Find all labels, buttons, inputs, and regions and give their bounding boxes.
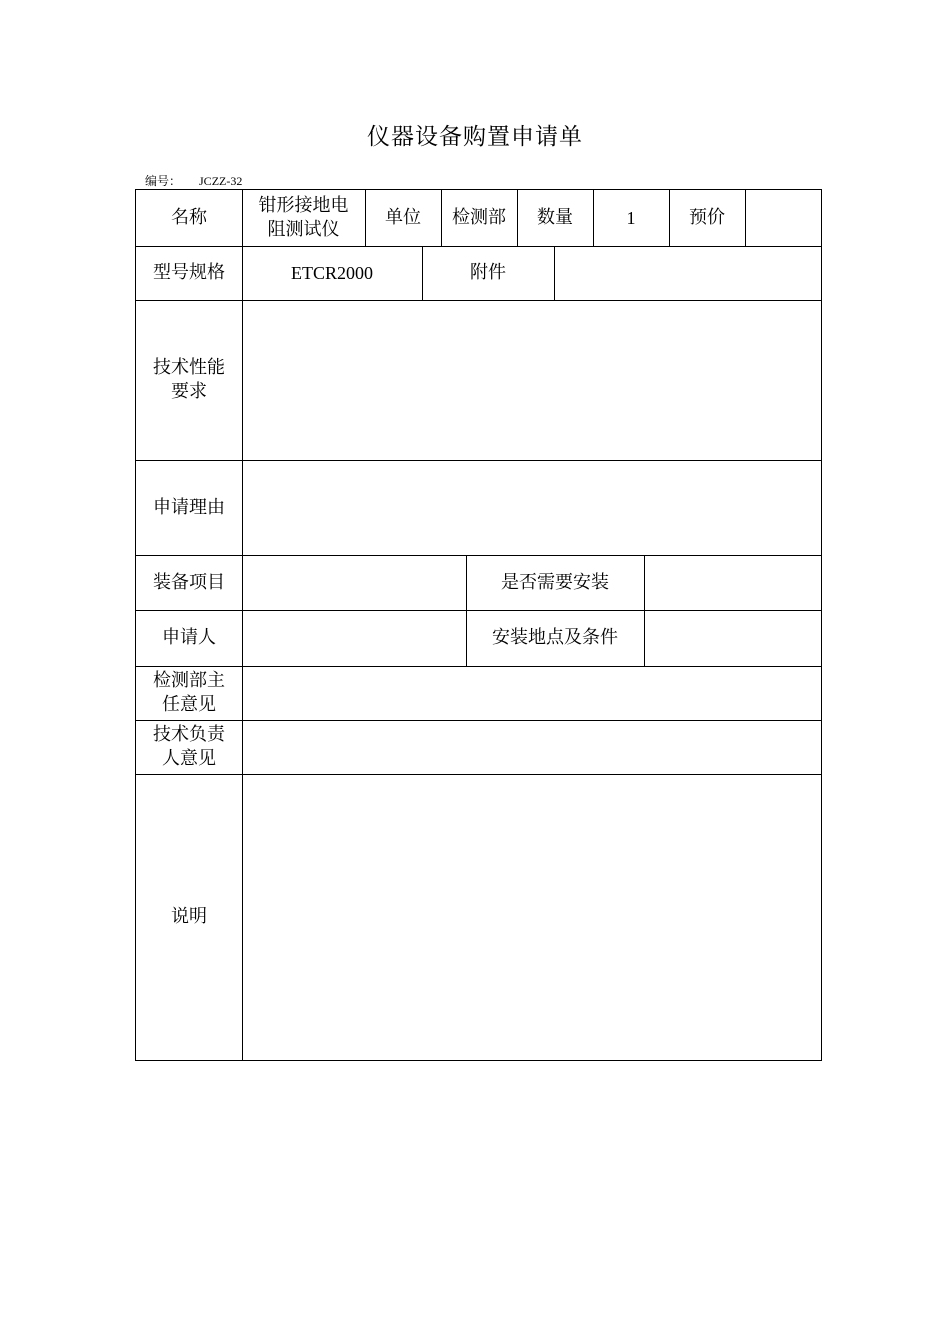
form-code-label: 编号： (145, 174, 182, 188)
dept-head-opinion-label-line-2: 任意见 (162, 694, 216, 715)
dept-head-opinion-label (136, 666, 242, 720)
accessory-label: 附件 (470, 262, 506, 283)
application-form-table (135, 189, 822, 1061)
install-location-value[interactable] (644, 610, 821, 666)
dept-head-opinion-value[interactable] (242, 666, 821, 720)
equipment-project-label: 装备项目 (153, 571, 225, 593)
price-label: 预价 (689, 207, 725, 228)
applicant-value[interactable] (242, 610, 466, 666)
unit-value[interactable]: 检测部 (452, 207, 506, 228)
quantity-label: 数量 (537, 207, 573, 228)
reason-label: 申请理由 (153, 496, 225, 518)
name-label: 名称 (171, 207, 207, 228)
install-location-label: 安装地点及条件 (492, 627, 618, 648)
accessory-value[interactable] (554, 246, 821, 300)
tech-head-opinion-label-line-2: 人意见 (162, 748, 216, 769)
name-value-line-1: 钳形接地电 (258, 195, 349, 216)
model-value[interactable]: ETCR2000 (290, 263, 373, 283)
form-code (145, 172, 242, 189)
tech-requirements-label-line-1: 技术性能 (153, 357, 225, 378)
model-label: 型号规格 (153, 262, 225, 283)
applicant-label: 申请人 (162, 627, 216, 648)
form-title: 仪器设备购置申请单 (367, 124, 583, 150)
install-required-value[interactable] (644, 555, 821, 610)
tech-requirements-value[interactable] (242, 300, 821, 460)
form-code-value: JCZZ-32 (199, 174, 243, 188)
tech-head-opinion-label (136, 720, 242, 774)
name-value[interactable] (242, 190, 365, 246)
tech-head-opinion-value[interactable] (242, 720, 821, 774)
tech-requirements-label (136, 300, 242, 460)
notes-value[interactable] (242, 774, 821, 1060)
dept-head-opinion-label-line-1: 检测部主 (153, 670, 225, 691)
quantity-value[interactable]: 1 (626, 208, 636, 228)
tech-requirements-label-line-2: 要求 (171, 381, 207, 402)
unit-label: 单位 (385, 207, 421, 228)
reason-value[interactable] (242, 460, 821, 555)
notes-label: 说明 (171, 906, 207, 927)
equipment-project-value[interactable] (242, 555, 466, 610)
price-value[interactable] (745, 190, 821, 246)
tech-head-opinion-label-line-1: 技术负责 (153, 724, 225, 745)
install-required-label: 是否需要安装 (501, 571, 609, 593)
name-value-line-2: 阻测试仪 (267, 219, 340, 240)
